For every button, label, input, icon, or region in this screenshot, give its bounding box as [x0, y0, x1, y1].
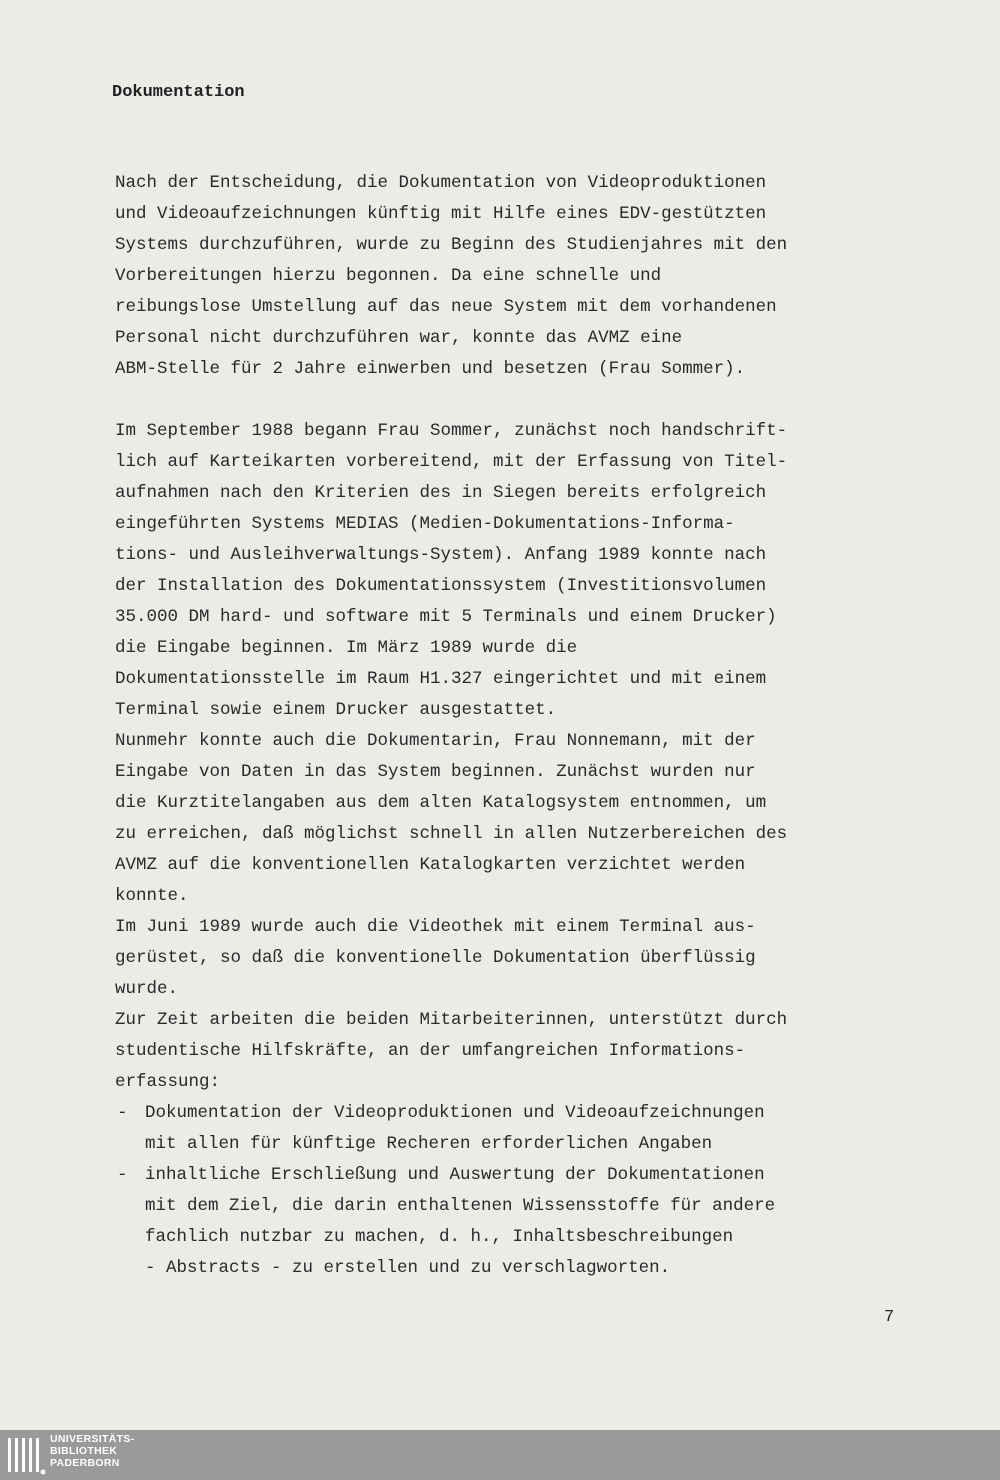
paragraph-line: Systems durchzuführen, wurde zu Beginn des Studienjahres mit den	[115, 235, 788, 255]
paragraph-line: und Videoaufzeichnungen künftig mit Hilfe eines EDV-gestützten	[115, 204, 767, 224]
bullet-line: mit dem Ziel, die darin enthaltenen Wissensstoffe für andere	[145, 1196, 776, 1216]
paragraph-line: Nunmehr konnte auch die Dokumentarin, Frau Nonnemann, mit der	[115, 731, 756, 751]
paragraph-line: Nach der Entscheidung, die Dokumentation von Videoproduktionen	[115, 173, 767, 193]
paragraph-line: AVMZ auf die konventionellen Katalogkarten verzichtet werden	[115, 855, 746, 875]
paragraph-line: wurde.	[115, 979, 179, 999]
bullet-line: fachlich nutzbar zu machen, d. h., Inhaltsbeschreibungen	[145, 1227, 734, 1247]
paragraph-line: erfassung:	[115, 1072, 221, 1092]
paragraph-line: Im Juni 1989 wurde auch die Videothek mit einem Terminal aus-	[115, 917, 756, 937]
paragraph-line: reibungslose Umstellung auf das neue System mit dem vorhandenen	[115, 297, 777, 317]
bullet-dash: -	[117, 1103, 128, 1123]
paragraph-line: lich auf Karteikarten vorbereitend, mit der Erfassung von Titel-	[115, 452, 788, 472]
library-logo-icon	[6, 1434, 46, 1476]
library-logo-text	[50, 1433, 134, 1469]
paragraph-line: der Installation des Dokumentationssystem (Investitionsvolumen	[115, 576, 767, 596]
paragraph-line: tions- und Ausleihverwaltungs-System). Anfang 1989 konnte nach	[115, 545, 767, 565]
logo-line: UNIVERSITÄTS-	[50, 1433, 135, 1445]
logo-line: BIBLIOTHEK	[50, 1445, 118, 1457]
paragraph-line: konnte.	[115, 886, 189, 906]
paragraph-line: Zur Zeit arbeiten die beiden Mitarbeiterinnen, unterstützt durch	[115, 1010, 788, 1030]
paragraph-line: studentische Hilfskräfte, an der umfangreichen Informations-	[115, 1041, 746, 1061]
logo-line: PADERBORN	[50, 1457, 120, 1469]
paragraph-line: die Kurztitelangaben aus dem alten Katalogsystem entnommen, um	[115, 793, 767, 813]
paragraph-line: Dokumentationsstelle im Raum H1.327 eingerichtet und mit einem	[115, 669, 767, 689]
section-heading: Dokumentation	[112, 83, 245, 102]
paragraph-line: eingeführten Systems MEDIAS (Medien-Dokumentations-Informa-	[115, 514, 735, 534]
paragraph-line: Vorbereitungen hierzu begonnen. Da eine schnelle und	[115, 266, 662, 286]
paragraph-line: ABM-Stelle für 2 Jahre einwerben und besetzen (Frau Sommer).	[115, 359, 746, 379]
paragraph-line: Personal nicht durchzuführen war, konnte das AVMZ eine	[115, 328, 683, 348]
paragraph-line: gerüstet, so daß die konventionelle Dokumentation überflüssig	[115, 948, 756, 968]
paragraph-line: Im September 1988 begann Frau Sommer, zunächst noch handschrift-	[115, 421, 788, 441]
paragraph-line: aufnahmen nach den Kriterien des in Siegen bereits erfolgreich	[115, 483, 767, 503]
paragraph-line: Terminal sowie einem Drucker ausgestattet.	[115, 700, 557, 720]
bullet-line: inhaltliche Erschließung und Auswertung der Dokumentationen	[145, 1165, 765, 1185]
paragraph-line: 35.000 DM hard- und software mit 5 Terminals und einem Drucker)	[115, 607, 777, 627]
paragraph-line: zu erreichen, daß möglichst schnell in allen Nutzerbereichen des	[115, 824, 788, 844]
bullet-dash: -	[117, 1165, 128, 1185]
paragraph-line: die Eingabe beginnen. Im März 1989 wurde die	[115, 638, 578, 658]
paragraph-line: Eingabe von Daten in das System beginnen. Zunächst wurden nur	[115, 762, 756, 782]
bullet-line: Dokumentation der Videoproduktionen und Videoaufzeichnungen	[145, 1103, 765, 1123]
bullet-line: - Abstracts - zu erstellen und zu verschlagworten.	[145, 1258, 671, 1278]
library-footer-bar	[0, 1430, 1000, 1480]
bullet-line: mit allen für künftige Recheren erforderlichen Angaben	[145, 1134, 713, 1154]
page-number: 7	[884, 1308, 895, 1327]
